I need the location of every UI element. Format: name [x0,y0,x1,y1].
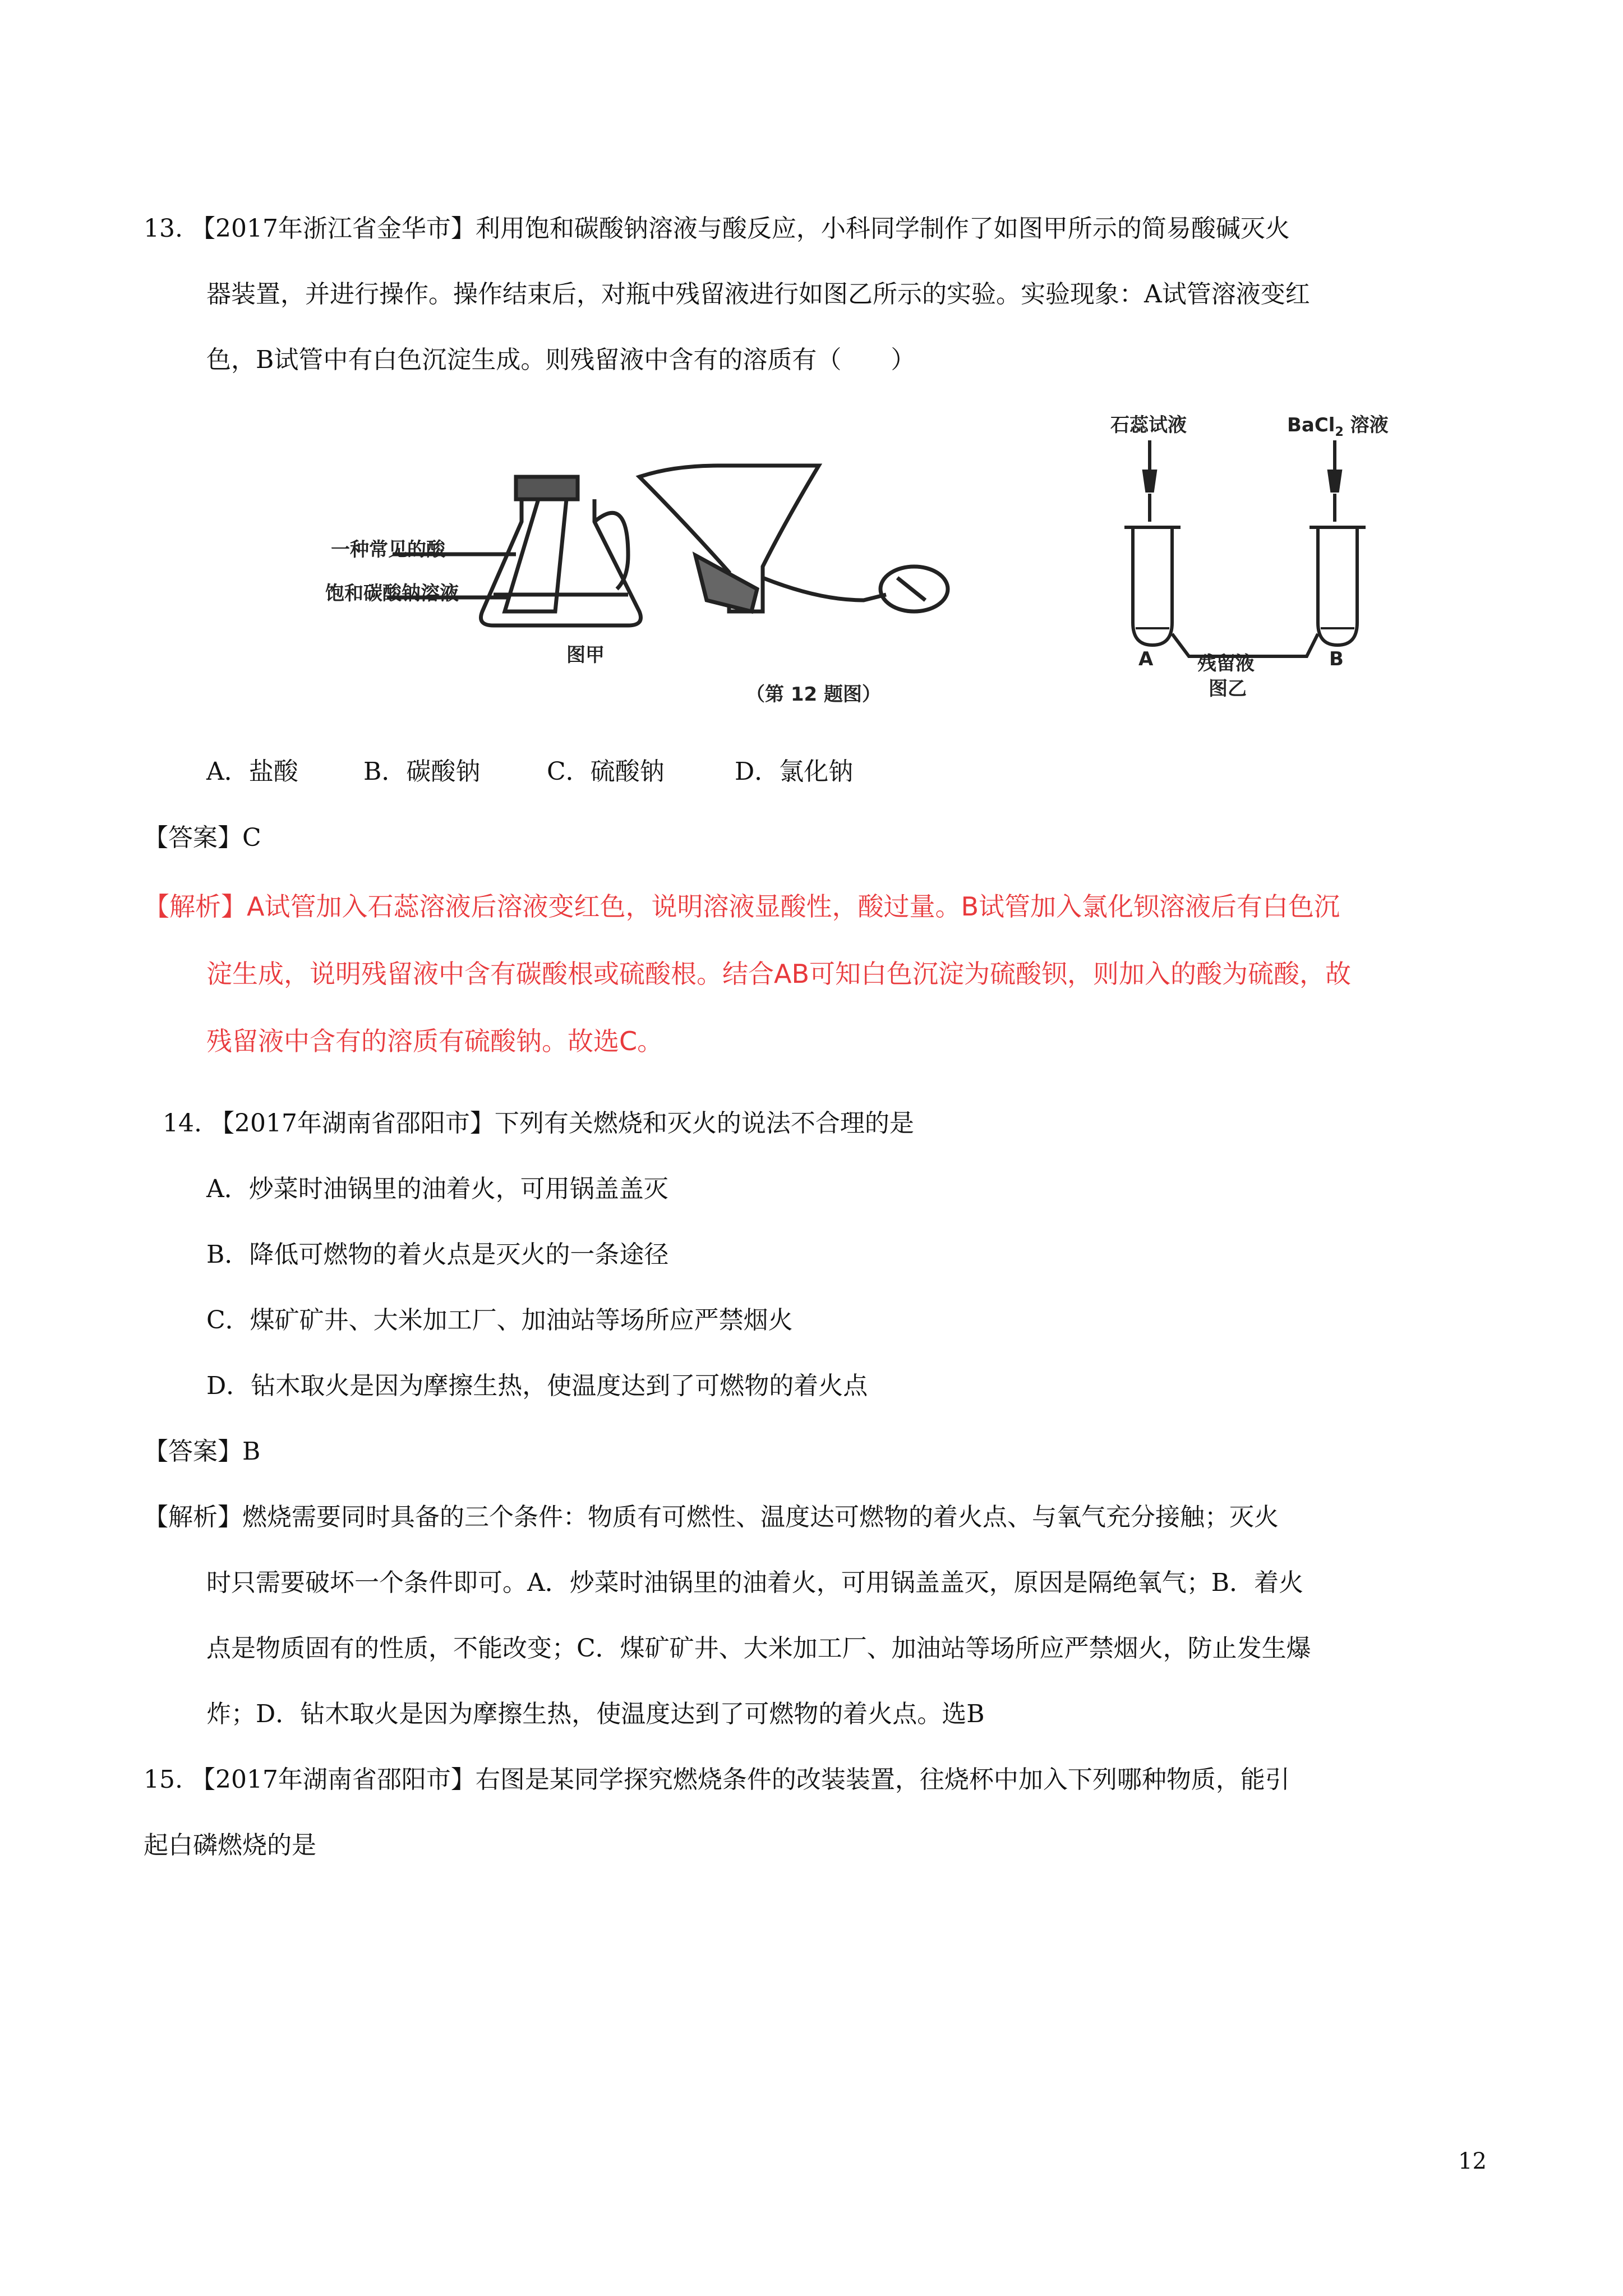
q15-stem-line2: 起白磷燃烧的是 [144,1831,316,1860]
q13-option-d: D．氯化钠 [735,757,854,786]
q14-option-c: C．煤矿矿井、大米加工厂、加油站等场所应严禁烟火 [206,1306,793,1335]
label-saturated-solution: 饱和碳酸钠溶液 [325,582,459,605]
bacl2-formula: BaCl [1287,414,1335,436]
bacl2-subscript: 2 [1335,425,1344,439]
label-residue: 残留液 [1197,652,1255,675]
q13-stem-line1: 13. 【2017年浙江省金华市】利用饱和碳酸钠溶液与酸反应，小科同学制作了如图甲所示的简易酸碱灭火 [144,214,1290,243]
q13-option-c: C．硫酸钠 [547,757,665,786]
q14-analysis-line4: 炸；D．钻木取火是因为摩擦生热，使温度达到了可燃物的着火点。选B [206,1700,985,1728]
q14-analysis-line2: 时只需要破坏一个条件即可。A．炒菜时油锅里的油着火，可用锅盖盖灭，原因是隔绝氧气；B．着火 [206,1568,1304,1597]
q14-option-b: B．降低可燃物的着火点是灭火的一条途径 [206,1240,669,1269]
figure-caption: （第 12 题图） [746,683,881,706]
q13-option-a: A．盐酸 [206,757,298,786]
fire-extinguisher-diagram [314,409,1503,724]
q13-answer: 【答案】C [144,823,261,852]
q13-figure [314,409,1503,724]
q14-analysis-line3: 点是物质固有的性质，不能改变；C．煤矿矿井、大米加工厂、加油站等场所应严禁烟火，防止发生爆 [206,1634,1311,1663]
q14-option-d: D．钻木取火是因为摩擦生热，使温度达到了可燃物的着火点 [206,1372,868,1400]
q13-stem-line3: 色，B试管中有白色沉淀生成。则残留液中含有的溶质有（ ） [206,346,916,374]
q13-stem-line2: 器装置，并进行操作。操作结束后，对瓶中残留液进行如图乙所示的实验。实验现象：A试管溶液变红 [206,280,1310,309]
label-figure-yi: 图乙 [1209,678,1247,700]
q13-option-b: B．碳酸钠 [363,757,481,786]
label-bacl2 [1287,409,1389,439]
label-tube-b: B [1329,648,1344,670]
bacl2-solution: 溶液 [1343,414,1389,436]
page-number: 12 [1458,2148,1487,2174]
label-tube-a: A [1138,648,1154,670]
label-litmus: 石蕊试液 [1110,414,1187,436]
q13-analysis-line3: 残留液中含有的溶质有硫酸钠。故选C。 [206,1026,663,1056]
q14-analysis-line1: 【解析】燃烧需要同时具备的三个条件：物质有可燃性、温度达可燃物的着火点、与氧气充分接触；灭火 [144,1503,1279,1531]
label-figure-jia: 图甲 [566,644,605,666]
q15-stem-line1: 15. 【2017年湖南省邵阳市】右图是某同学探究燃烧条件的改装装置，往烧杯中加入下列哪种物质，能引 [144,1765,1290,1794]
q13-analysis-line1: 【解析】A试管加入石蕊溶液后溶液变红色，说明溶液显酸性，酸过量。B试管加入氯化钡溶液后有白色沉 [144,891,1340,922]
q14-option-a: A．炒菜时油锅里的油着火，可用锅盖盖灭 [206,1175,668,1203]
label-common-acid: 一种常见的酸 [331,539,445,561]
q14-answer: 【答案】B [144,1437,261,1466]
q13-analysis-line2: 淀生成，说明残留液中含有碳酸根或硫酸根。结合AB可知白色沉淀为硫酸钡，则加入的酸为硫酸，故 [206,959,1352,989]
q14-stem: 14. 【2017年湖南省邵阳市】下列有关燃烧和灭火的说法不合理的是 [163,1109,914,1138]
